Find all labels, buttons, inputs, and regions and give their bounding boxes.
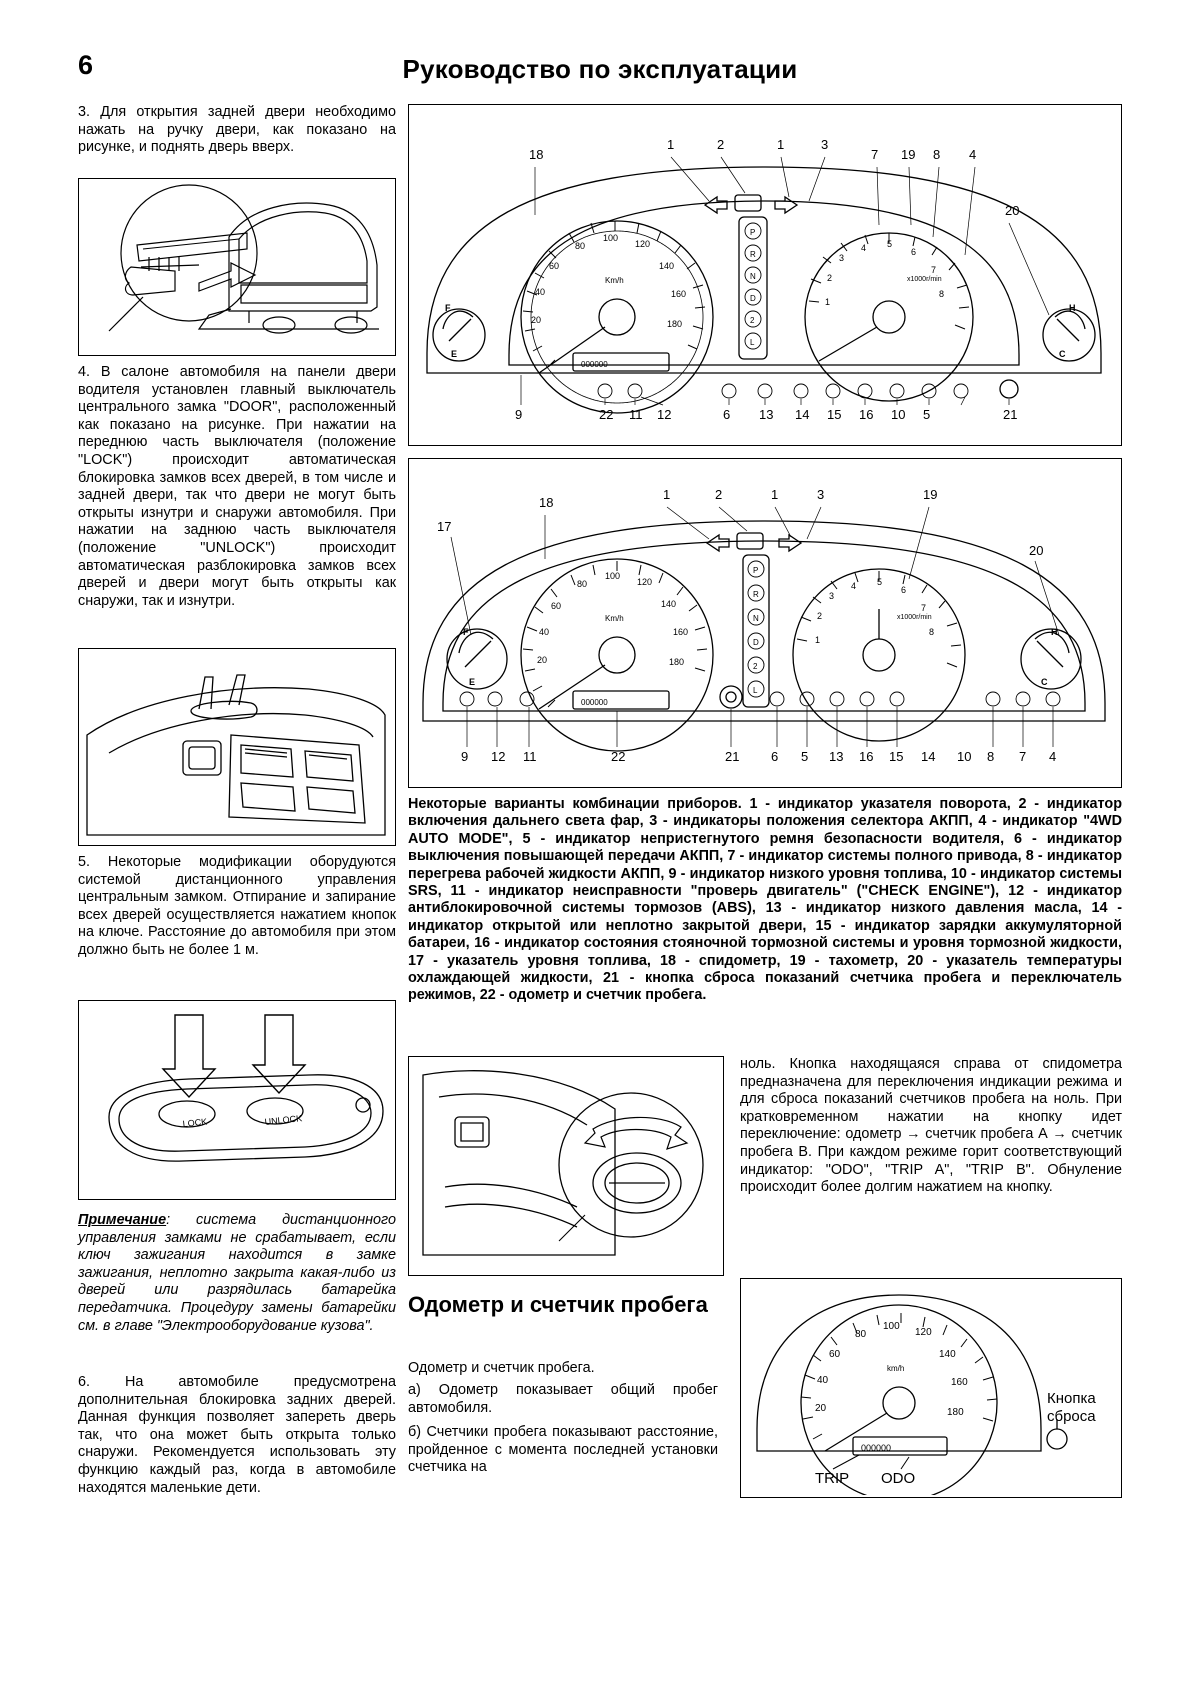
svg-text:6: 6 — [901, 585, 907, 595]
note-text: : система дистанционного управления замками не срабатывает, если ключ зажигания находится в замке зажигания, неплотно закрыта какая-либо из дверей или разрядилась батарейка передатчика. Процедуру замены батарейки см. в главе "Электрооборудование кузова". — [78, 1212, 396, 1334]
svg-text:P: P — [753, 566, 759, 575]
paragraph-5: 5. Некоторые модификации оборудуются системой дистанционного управления центральным замком. Отпирание и запирание всех дверей осуществляется нажатием кнопок на ключе. Расстояние до автомобиля при этом должно быть не более 1 м. — [78, 854, 396, 958]
svg-text:C: C — [1059, 349, 1066, 359]
svg-text:H: H — [1051, 627, 1058, 637]
svg-text:9: 9 — [461, 749, 469, 764]
svg-text:180: 180 — [947, 1407, 964, 1418]
odo-label: ODO — [881, 1470, 916, 1487]
paragraph-3: 3. Для открытия задней двери необходимо нажать на ручку двери, как показано на рисунке, и поднять дверь вверх. — [78, 104, 396, 156]
svg-text:8: 8 — [929, 627, 935, 637]
svg-text:D: D — [753, 638, 759, 647]
svg-text:19: 19 — [901, 147, 916, 162]
paragraph-4: 4. В салоне автомобиля на панели двери водителя установлен главный выключатель центрального замка "DOOR", расположенный как показано на рисунке. При нажатии на переднюю часть выключателя (положение "LOCK") происходит автоматическая блокировка замков всех дверей, в том числе и задней двери, так что двери не могут быть открыты изнутри и снаружи автомобиля. При нажатии на заднюю часть выключателя (положение "UNLOCK") происходит автоматическая разблокировка замков всех дверей и двери могут быть открыты как снаружи, так и изнутри. — [78, 364, 396, 609]
svg-text:12: 12 — [657, 407, 672, 422]
figure-rear-door — [78, 178, 396, 356]
svg-text:80: 80 — [575, 241, 586, 251]
svg-text:F: F — [445, 303, 451, 313]
svg-text:N: N — [750, 272, 756, 281]
svg-text:14: 14 — [795, 407, 810, 422]
svg-text:60: 60 — [551, 601, 562, 611]
svg-text:11: 11 — [629, 407, 643, 422]
svg-text:1: 1 — [825, 297, 831, 307]
svg-text:10: 10 — [891, 407, 906, 422]
svg-text:1: 1 — [667, 137, 675, 152]
reset-button-label-1: Кнопка — [1047, 1390, 1096, 1407]
svg-text:000000: 000000 — [581, 360, 608, 369]
cluster-bottom-drawing — [409, 459, 1119, 785]
svg-text:D: D — [750, 294, 756, 303]
svg-text:N: N — [753, 614, 759, 623]
odometer-intro: Одометр и счетчик пробега. — [408, 1360, 595, 1376]
svg-text:18: 18 — [529, 147, 544, 162]
svg-text:22: 22 — [611, 749, 626, 764]
svg-text:6: 6 — [911, 247, 917, 257]
svg-text:LOCK: LOCK — [182, 1116, 208, 1129]
svg-text:180: 180 — [667, 319, 683, 329]
svg-text:40: 40 — [535, 287, 546, 297]
svg-text:1: 1 — [815, 635, 821, 645]
svg-text:Km/h: Km/h — [605, 614, 624, 623]
svg-text:Km/h: Km/h — [605, 276, 624, 285]
figure-door-switch-panel — [78, 648, 396, 846]
svg-text:7: 7 — [871, 147, 879, 162]
svg-text:7: 7 — [921, 603, 927, 613]
svg-text:3: 3 — [829, 591, 835, 601]
trip-label: TRIP — [815, 1470, 850, 1487]
svg-text:100: 100 — [603, 233, 619, 243]
svg-text:2: 2 — [753, 662, 758, 671]
svg-text:14: 14 — [921, 749, 936, 764]
svg-text:100: 100 — [605, 571, 621, 581]
svg-text:C: C — [1041, 677, 1048, 687]
svg-text:15: 15 — [889, 749, 904, 764]
svg-text:4: 4 — [969, 147, 977, 162]
svg-text:160: 160 — [673, 627, 689, 637]
svg-text:1: 1 — [771, 487, 779, 502]
figure-instrument-cluster-bottom — [408, 458, 1122, 788]
svg-text:21: 21 — [725, 749, 740, 764]
svg-text:140: 140 — [939, 1349, 956, 1360]
svg-text:3: 3 — [821, 137, 829, 152]
cluster-top-drawing — [409, 105, 1119, 443]
svg-text:17: 17 — [437, 519, 452, 534]
svg-text:140: 140 — [659, 261, 675, 271]
svg-text:15: 15 — [827, 407, 842, 422]
svg-text:120: 120 — [635, 239, 651, 249]
svg-text:180: 180 — [669, 657, 685, 667]
svg-text:2: 2 — [817, 611, 823, 621]
svg-text:x1000r/min: x1000r/min — [897, 614, 932, 621]
svg-text:8: 8 — [933, 147, 941, 162]
svg-text:40: 40 — [817, 1375, 829, 1386]
svg-text:19: 19 — [923, 487, 938, 502]
svg-text:L: L — [750, 338, 755, 347]
page-number: 6 — [78, 50, 94, 80]
odometer-right-text: ноль. Кнопка находящаяся справа от спидометра предназначена для переключения индикации режима и для сброса показаний счетчиков пробега на ноль. При кратковременном нажатии на кнопку идет переключение: одометр → счетчик пробега А → счетчик пробега В. При каждом режиме горит соответствующий индикатор: "ODO", "TRIP A", "TRIP B". Обнуление происходит более долгим нажатием на кнопку. — [740, 1056, 1122, 1196]
svg-text:16: 16 — [859, 407, 874, 422]
svg-text:6: 6 — [723, 407, 731, 422]
svg-text:1: 1 — [777, 137, 785, 152]
svg-text:13: 13 — [759, 407, 774, 422]
svg-text:120: 120 — [637, 577, 653, 587]
figure-fuel-filler-door — [408, 1056, 724, 1276]
svg-text:8: 8 — [939, 289, 945, 299]
svg-text:9: 9 — [515, 407, 523, 422]
svg-text:60: 60 — [829, 1349, 841, 1360]
figure-key-fob — [78, 1000, 396, 1200]
svg-text:5: 5 — [887, 239, 893, 249]
svg-text:13: 13 — [829, 749, 844, 764]
svg-text:18: 18 — [539, 495, 554, 510]
note-label: Примечание — [78, 1212, 167, 1228]
svg-text:3: 3 — [839, 253, 845, 263]
svg-text:160: 160 — [671, 289, 687, 299]
svg-text:160: 160 — [951, 1377, 968, 1388]
odometer-item-a: а) Одометр показывает общий пробег автомобиля. — [408, 1382, 718, 1416]
section-heading-odometer: Одометр и счетчик пробега — [408, 1292, 708, 1317]
svg-text:60: 60 — [549, 261, 560, 271]
svg-text:16: 16 — [859, 749, 874, 764]
svg-text:40: 40 — [539, 627, 550, 637]
svg-text:km/h: km/h — [887, 1364, 905, 1373]
svg-text:20: 20 — [531, 315, 542, 325]
svg-text:2: 2 — [750, 316, 755, 325]
svg-text:20: 20 — [1005, 203, 1020, 218]
svg-text:5: 5 — [923, 407, 931, 422]
svg-text:x1000r/min: x1000r/min — [907, 276, 942, 283]
svg-text:2: 2 — [715, 487, 723, 502]
svg-text:7: 7 — [931, 265, 937, 275]
svg-text:7: 7 — [1019, 749, 1027, 764]
svg-text:F: F — [463, 627, 469, 637]
svg-text:12: 12 — [491, 749, 506, 764]
svg-text:80: 80 — [855, 1329, 867, 1340]
paragraph-6: 6. На автомобиле предусмотрена дополнительная блокировка задних дверей. Данная функция позволяет запереть дверь так, что она может быть открыта только снаружи. Рекомендуется использовать эту функцию каждый раз, когда в автомобиле находятся маленькие дети. — [78, 1374, 396, 1496]
svg-text:100: 100 — [883, 1321, 900, 1332]
svg-text:2: 2 — [717, 137, 725, 152]
svg-text:E: E — [469, 677, 476, 687]
svg-text:22: 22 — [599, 407, 614, 422]
svg-text:11: 11 — [523, 749, 537, 764]
figure-instrument-cluster-top — [408, 104, 1122, 446]
svg-text:L: L — [753, 686, 758, 695]
svg-text:8: 8 — [987, 749, 995, 764]
svg-text:20: 20 — [537, 655, 548, 665]
svg-text:P: P — [750, 228, 756, 237]
svg-text:4: 4 — [861, 243, 867, 253]
svg-text:80: 80 — [577, 579, 588, 589]
note-block — [78, 1212, 396, 1335]
svg-text:000000: 000000 — [581, 698, 608, 707]
svg-text:UNLOCK: UNLOCK — [264, 1113, 303, 1127]
svg-text:000000: 000000 — [861, 1443, 892, 1453]
odometer-item-b: б) Счетчики пробега показывают расстояние, пройденное с момента последней установки счетчика на — [408, 1424, 718, 1476]
svg-text:6: 6 — [771, 749, 779, 764]
svg-text:5: 5 — [877, 577, 883, 587]
svg-text:120: 120 — [915, 1327, 932, 1338]
svg-text:E: E — [451, 349, 458, 359]
svg-text:140: 140 — [661, 599, 677, 609]
page-title: Руководство по эксплуатации — [402, 54, 798, 84]
svg-text:20: 20 — [815, 1403, 827, 1414]
svg-text:4: 4 — [851, 581, 857, 591]
svg-text:2: 2 — [827, 273, 833, 283]
svg-text:1: 1 — [663, 487, 671, 502]
svg-text:R: R — [753, 590, 759, 599]
svg-text:10: 10 — [957, 749, 972, 764]
svg-text:21: 21 — [1003, 407, 1018, 422]
figure-odometer-reset — [740, 1278, 1122, 1498]
svg-text:3: 3 — [817, 487, 825, 502]
svg-text:20: 20 — [1029, 543, 1044, 558]
cluster-legend: Некоторые варианты комбинации приборов. 1 - индикатор указателя поворота, 2 - индикатор включения дальнего света фар, 3 - индикаторы положения селектора АКПП, 4 - индикатор "4WD AUTO MODE", 5 - индикатор непристегнутого ремня безопасности водителя, 6 - индикатор выключения повышающей передачи АКПП, 7 - индикатор системы полного привода, 8 - индикатор перегрева рабочей жидкости АКПП, 9 - индикатор низкого уровня топлива, 10 - индикатор системы SRS, 11 - индикатор неисправности "проверь двигатель" ("CHECK ENGINE"), 12 - индикатор антиблокировочной системы тормозов (ABS), 13 - индикатор низкого давления масла, 14 - индикатор открытой или неплотно закрытой двери, 15 - индикатор зарядки аккумуляторной батареи, 16 - индикатор состояния стояночной тормозной системы и уровня тормозной жидкости, 17 - указатель уровня топлива, 18 - спидометр, 19 - тахометр, 20 - указатель температуры охлаждающей жидкости, 21 - кнопка сброса показаний счетчика пробега и переключатель режимов, 22 - одометр и счетчик пробега. — [408, 796, 1122, 1004]
svg-text:4: 4 — [1049, 749, 1057, 764]
svg-text:H: H — [1069, 303, 1076, 313]
reset-button-label-2: сброса — [1047, 1408, 1096, 1425]
svg-text:5: 5 — [801, 749, 809, 764]
svg-text:R: R — [750, 250, 756, 259]
